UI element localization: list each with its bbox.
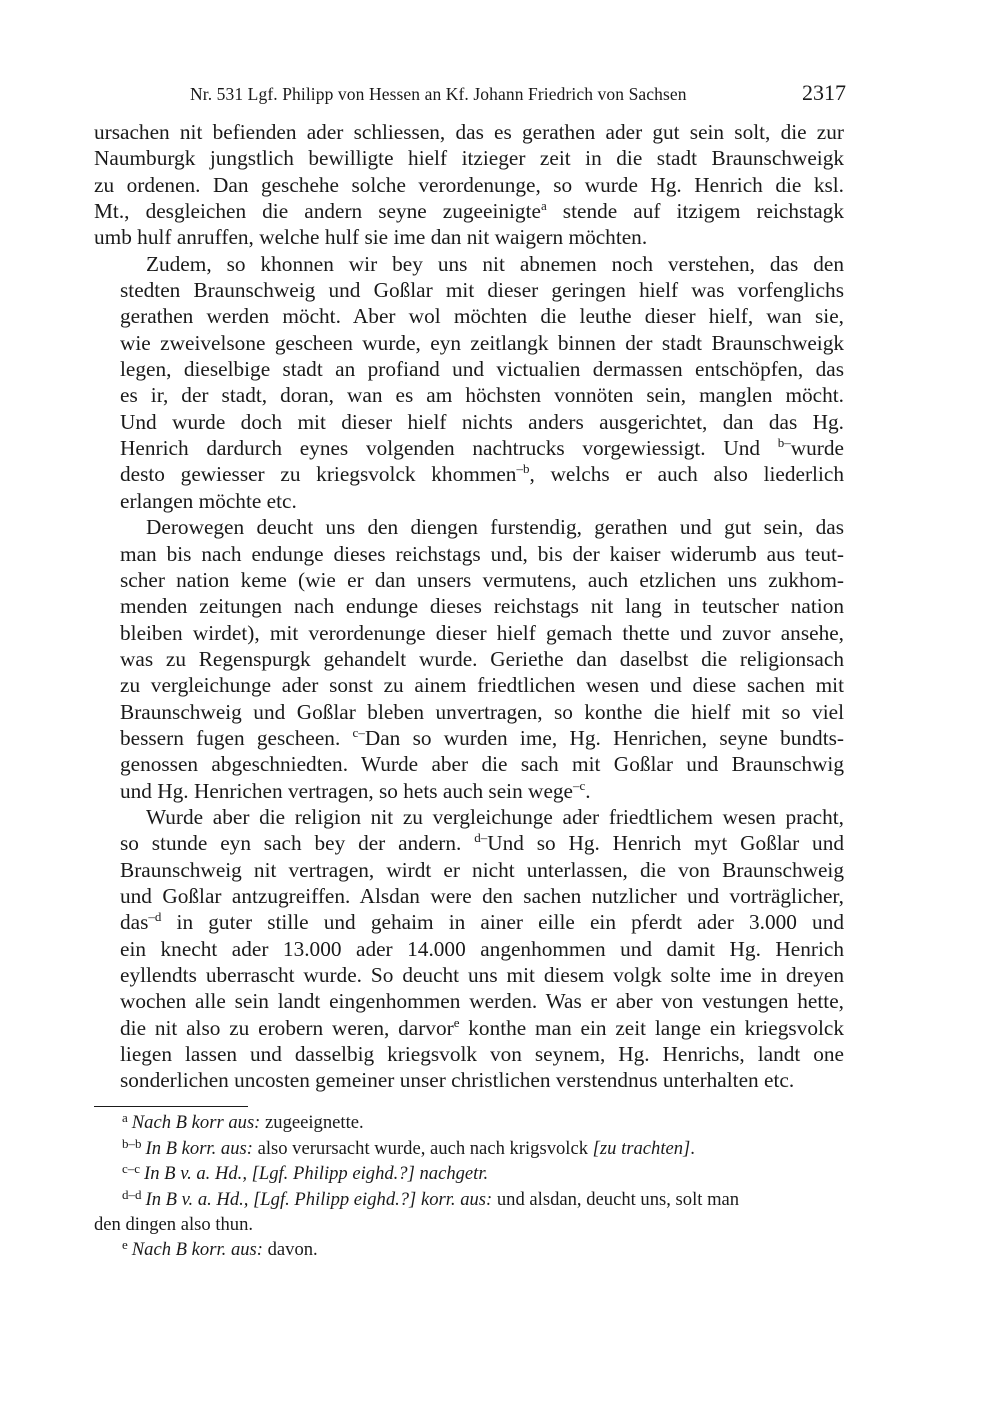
footnote-italic: In B v. a. Hd., [Lgf. Philipp eighd.?] nachgetr. [144,1163,489,1184]
footnote-mark: c–c [122,1161,141,1176]
text-line: scher nation keme (wie er dan unsers vermutens, auch etzlichen uns zukhom- [120,567,844,592]
text-line [94,909,844,935]
footnote-text: und alsdan, deucht uns, solt man [492,1188,740,1210]
text-line: Wurde aber die religion nit zu vergleichunge ader friedtlichem wesen pracht, [146,804,844,829]
text-line: zu ordenen. Dan geschehe solche verordenunge, so wurde Hg. Henrich die ksl. [94,172,844,197]
text-segment: und Hg. Henrichen vertragen, so hets auch sein wege [120,778,573,803]
text-line: umb hulf anruffen, welche hulf sie ime dan nit waigern möchten. [94,225,648,250]
text-line: und Goßlar antzugreiffen. Alsdan were den sachen nutzlicher und vorträglicher, [120,883,844,908]
text-segment: so stunde eyn sach bey der andern. [120,831,475,856]
footnote-text-continued: den dingen also thun. [94,1214,254,1235]
text-line: genossen abgeschniedten. Wurde aber die sach mit Goßlar und Braunschwig [120,752,844,777]
text-segment: Henrich dardurch eynes volgenden nachtrucks vorgewiessigt. Und [120,436,778,461]
footnote-text: . [690,1137,695,1159]
footnote-c [94,1162,844,1188]
text-line: was zu Regenspurgk gehandelt wurde. Geriethe dan daselbst die religionsach [120,646,844,671]
main-text [94,119,844,1094]
text-line [94,1015,844,1041]
footnote-mark: b–b [122,1135,142,1151]
footnote-rule [94,1106,248,1107]
footnotes [94,1111,844,1263]
running-head [190,80,846,108]
text-line: Braunschweig nit vertragen, wirdt er nicht unterlassen, die von Braunschweig [120,857,844,882]
text-line: es ir, der stadt, doran, wan es am höchsten vonnöten sein, manglen möcht. [120,383,844,408]
text-line: Derowegen deucht uns den diengen furstendig, gerathen und gut sein, das [146,515,844,540]
text-line [94,725,844,751]
footnote-ref-c-start: c– [352,724,365,740]
footnote-italic: In B v. a. Hd., [Lgf. Philipp eighd.?] korr. aus: [145,1188,493,1210]
text-line: Naumburgk jungstlich bewilligte hielf itzieger zeit in die stadt Braunschweigk [94,146,844,171]
footnote-mark: e [122,1236,128,1252]
text-segment: Dan so wurden ime, Hg. Henrichen, seyne bundts- [364,725,844,750]
text-line: legen, dieselbige stadt an profiand und victualien dermassen entschöpfen, das [120,357,844,382]
footnote-italic: Nach B korr. aus: [131,1238,263,1260]
text-segment: . [585,778,591,803]
text-segment: die nit also zu erobern weren, darvor [120,1015,454,1040]
text-line: liegen lassen und dasselbig kriegsvolk von seynem, Hg. Henrichs, landt one [120,1042,844,1067]
footnote-italic: Nach B korr aus: [131,1112,261,1133]
text-segment: das [120,910,149,935]
footnote-ref-d-end: –d [148,909,162,925]
paragraph-2 [94,251,844,514]
text-segment: konthe man ein zeit lange ein kriegsvolck [459,1015,844,1040]
text-segment: desto gewiesser zu kriegsvolck khommen [120,462,517,487]
paragraph-3 [94,514,844,804]
text-line [94,198,844,224]
footnote-a [94,1111,844,1137]
text-line [94,778,844,804]
text-line [94,435,844,461]
text-line: zu vergleichunge ader sonst zu ainem friedtlichen wesen und diese sachen mit [120,673,844,698]
text-line: wie zweivelsone gescheen wurde, eyn zeitlangk binnen der stadt Braunschweigk [120,330,844,355]
footnote-ref-e: e [453,1014,460,1030]
footnote-ref-a: a [540,198,547,214]
footnote-italic: In B korr. aus: [145,1137,253,1159]
footnote-mark: a [122,1110,128,1125]
text-segment: wurde [790,436,844,461]
text-line [94,461,844,487]
text-line: eyllendts uberrascht wurde. So deucht uns mit diesem volgk solte ime in dreyen [120,963,844,987]
text-line: Und wurde doch mit dieser hielf nichts anders ausgerichtet, dan das Hg. [120,409,844,434]
footnote-b [94,1137,844,1163]
text-line: erlangen möchte etc. [120,488,297,513]
footnote-ref-d-start: d– [474,830,488,846]
text-line: stedten Braunschweig und Goßlar mit dieser geringen hielf was vorfenglichs [120,278,844,303]
text-line: Braunschweig und Goßlar bleben unvertragen, so konthe die hielf mit so viel [120,699,844,724]
text-line: sonderlichen uncosten gemeiner unser christlichen verstendnus unterhalten etc. [120,1068,795,1093]
footnote-text: zugeeignette. [260,1112,364,1133]
text-line: menden zeitungen nach endunge dieses reichstags nit lang in teutscher nation [120,594,844,619]
text-segment: Und so Hg. Henrich myt Goßlar und [487,831,844,856]
footnote-ref-b-end: –b [516,461,530,477]
text-segment: Mt., desgleichen die andern seyne zugeeinigte [94,199,541,224]
footnote-text: davon. [262,1238,318,1260]
text-line: wochen alle sein landt eingenhommen werden. Was er aber von vestungen hette, [120,989,844,1014]
footnote-ref-c-end: –c [573,777,586,793]
paragraph-1 [94,119,844,251]
running-head-title: Nr. 531 Lgf. Philipp von Hessen an Kf. Johann Friedrich von Sachsen [190,84,687,104]
text-line: Zudem, so khonnen wir bey uns nit abnemen noch verstehen, das den [146,251,844,276]
text-segment: in guter stille und gehaim in ainer eille ein pferdt ader 3.000 und [161,910,844,935]
text-segment: stende auf itzigem reichstagk [546,199,844,224]
paragraph-4 [94,804,844,1094]
text-line: man bis nach endunge dieses reichstags und, bis der kaiser widerumb aus teut- [120,541,844,566]
text-line: bleiben wirdet), mit verordenunge dieser hielf gemach thette und zuvor ansehe, [120,620,844,645]
footnote-italic: [zu trachten] [592,1137,691,1159]
page-number: 2317 [802,80,846,105]
footnote-mark: d–d [122,1186,142,1202]
footnote-d [94,1188,844,1238]
text-line: ein knecht ader 13.000 ader 14.000 angenhommen und damit Hg. Henrich [120,936,844,961]
footnote-e [94,1238,844,1264]
text-line: ursachen nit befienden ader schliessen, das es gerathen ader gut sein solt, die zur [94,120,844,144]
text-segment: bessern fugen gescheen. [120,725,353,750]
footnote-ref-b-start: b– [777,435,791,451]
text-line: gerathen werden möcht. Aber wol möchten die leuthe dieser hielf, wan sie, [120,304,844,329]
text-segment: , welchs er auch also liederlich [529,462,844,487]
text-line [94,830,844,856]
footnote-text: also verursacht wurde, auch nach krigsvolck [252,1137,593,1159]
